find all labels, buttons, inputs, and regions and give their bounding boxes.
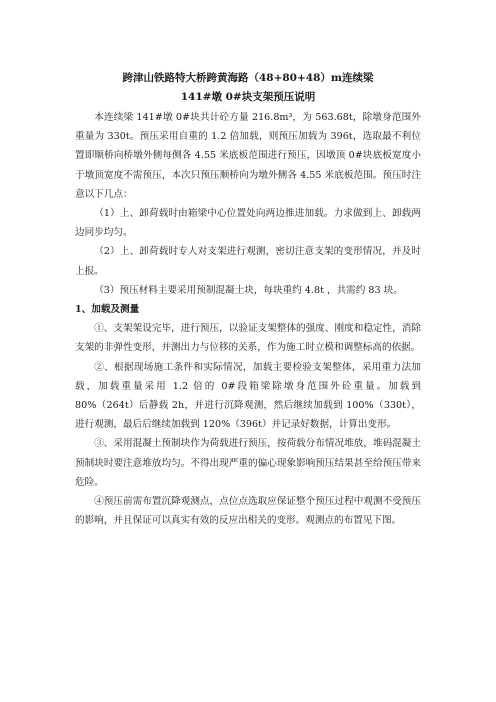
- intro-paragraph: 本连续梁 141#墩 0#块共计砼方量 216.8m³，为 563.68t，除墩身范围外重量为 330t。预压采用自重的 1.2 倍加载，则预压加载为 396t，选取最不利位置即顺桥向桥墩外侧每侧各 4.55 米底板范围进行预压，因墩顶 0#块底板宽度小于墩顶宽度不需预压，本次只预压顺桥向为墩外侧各 4.55 米底板范围。预压时注意以下几点：: [75, 112, 421, 200]
- document-page: [75, 70, 421, 530]
- section-item: ④预压前需布置沉降观测点，点位点选取应保证整个预压过程中观测不受预压的影响，并且保证可以真实有效的反应出相关的变形。观测点的布置见下图。: [75, 496, 421, 527]
- note-paragraph: （2）上、卸荷载时专人对支架进行观测，密切注意支架的变形情况，并及时上报。: [75, 246, 421, 277]
- note-paragraph: （3）预压材料主要采用预制混凝土块，每块重约 4.8t ，共需约 83 块。: [94, 284, 403, 296]
- document-title: 跨津山铁路特大桥跨黄海路（48+80+48）m连续梁: [122, 72, 374, 84]
- section-heading: 1、加载及测量: [75, 304, 140, 316]
- section-item: ②、根据现场施工条件和实际情况，加载主要检验支架整体，采用重力法加载，加载重量采用 1.2 倍的 0#段箱梁除墩身范围外砼重量。加载到 80%（264t）后静载 2h，并进行沉降观测，然后继续加载到 100%（330t），进行观测，最后后继续加载到 120%（396t）并记录好数据，计算出变形。: [75, 361, 421, 431]
- document-subtitle: 141#墩 0#块支架预压说明: [180, 91, 316, 103]
- section-item: ③、采用混凝土预制块作为荷载进行预压，按荷载分布情况堆放，堆码混凝土预制块时要注意堆放均匀。不得出现严重的偏心现象影响预压结果甚至给预压带来危险。: [75, 438, 421, 488]
- section-item: ①、支架架设完毕，进行预压，以验证支架整体的强度、刚度和稳定性，消除支架的非弹性变形，并测出力与位移的关系，作为施工时立模和调整标高的依据。: [75, 323, 421, 354]
- note-paragraph: （1）上、卸荷载时由箱梁中心位置处向两边推进加载。力求做到上、卸载两边同步均匀。: [75, 208, 421, 239]
